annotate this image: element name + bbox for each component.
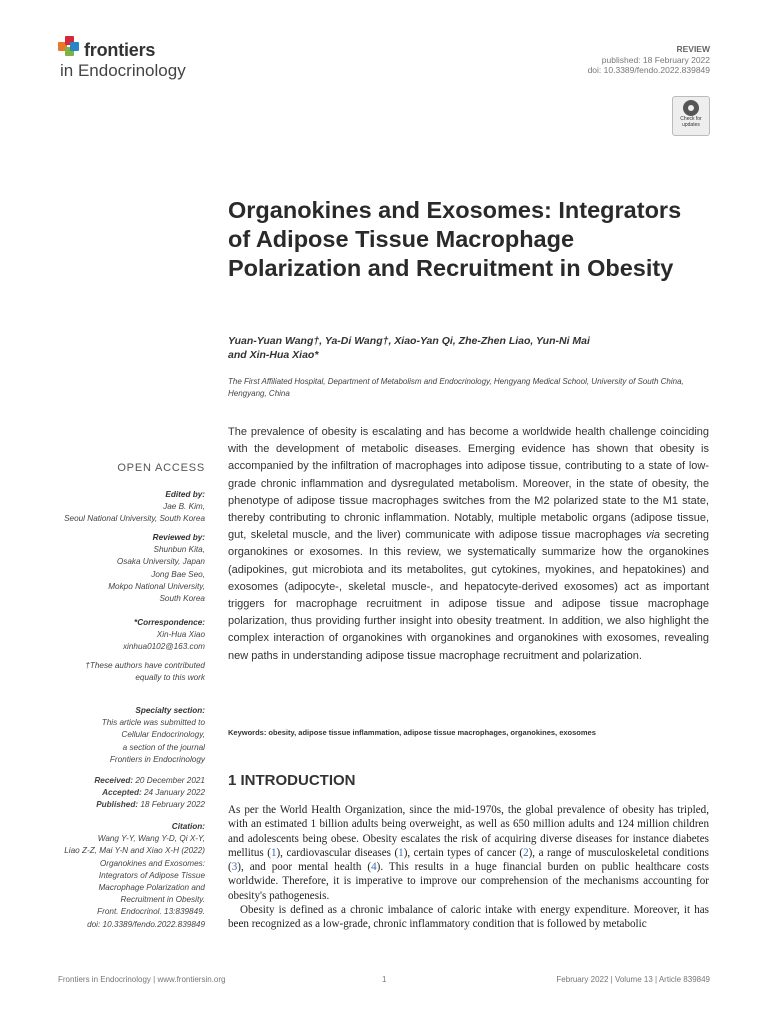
correspondence-email[interactable]: xinhua0102@163.com (122, 642, 205, 652)
article-title: Organokines and Exosomes: Integrators of Adipose Tissue Macrophage Polarization and Recruitment in Obesity (228, 197, 682, 281)
authors-line-2[interactable]: and Xin-Hua Xiao* (228, 349, 319, 361)
authors-line-1[interactable]: Yuan-Yuan Wang†, Ya-Di Wang†, Xiao-Yan Qi, Zhe-Zhen Liao, Yun-Ni Mai (228, 335, 590, 347)
published-date: published: 18 February 2022 (601, 54, 710, 65)
frontiers-logo-icon (58, 36, 80, 58)
introduction-body (228, 803, 709, 932)
journal-name: in Endocrinology (60, 61, 186, 80)
intro-paragraph-2: Obesity is defined as a chronic imbalance of caloric intake with energy expenditure. Moreover, it has been recognized as a low-grade, chronic inflammatory condition that is followed by metabolic (228, 904, 709, 931)
footer-issue-info: February 2022 | Volume 13 | Article 839849 (556, 975, 710, 984)
edited-by-section: Edited by: Jae B. Kim, Seoul National University, South Korea (64, 490, 205, 524)
author-list (228, 334, 698, 362)
open-access-label: OPEN ACCESS (117, 462, 205, 474)
equal-contribution-note: †These authors have contributed equally to this work (85, 661, 205, 683)
citation-section: Citation: Wang Y-Y, Wang Y-D, Qi X-Y, Liao Z-Z, Mai Y-N and Xiao X-H (2022) Organokines and Exosomes: Integrators of Adipose Tissue Macrophage Polarization and Recruitment in Obesity. Front. Endocrinol. 13:839849. doi: 10.3389/fendo.2022.839849 (35, 821, 205, 931)
keywords: Keywords: obesity, adipose tissue inflammation, adipose tissue macrophages, organokines, exosomes (228, 728, 596, 737)
reference-link[interactable]: 2 (523, 846, 529, 859)
article-type: REVIEW (676, 44, 710, 54)
check-updates-label: Check for updates (680, 116, 702, 128)
reviewed-by-section: Reviewed by: Shunbun Kita, Osaka University, Japan Jong Bae Seo, Mokpo National University, South Korea (108, 533, 205, 604)
reference-link[interactable]: 3 (231, 861, 238, 874)
bookmark-icon (683, 100, 699, 116)
article-doi[interactable]: doi: 10.3389/fendo.2022.839849 (587, 65, 710, 75)
journal-logo[interactable] (58, 34, 248, 84)
footer-journal-link[interactable]: Frontiers in Endocrinology | www.frontiersin.org (58, 975, 226, 984)
correspondence-section: *Correspondence: Xin-Hua Xiao xinhua0102@163.com (35, 617, 205, 654)
specialty-section: Specialty section: This article was submitted to Cellular Endocrinology, a section of the journal Frontiers in Endocrinology (101, 706, 205, 764)
reference-link[interactable]: 4 (371, 861, 377, 874)
section-heading: 1 INTRODUCTION (228, 772, 356, 789)
affiliation: The First Affiliated Hospital, Department of Metabolism and Endocrinology, Hengyang Medical School, University of South China, Hengyang, China (228, 377, 684, 398)
citation-doi[interactable]: doi: 10.3389/fendo.2022.839849 (87, 919, 205, 929)
intro-paragraph-1: As per the World Health Organization, since the mid-1970s, the global prevalence of obesity has tripled, with an estimated 1 billion adults being overweight, as well as 650 million adults and 124 million children and adolescents being obese. Obesity escalates the risk of acquiring diverse diseases for instance diabetes mellitus (1), cardiovascular diseases (1), certain types of cancer (2), a range of musculoskeletal conditions (3), and poor mental health (4). This results in a huge financial burden on public healthcare costs worldwide. Therefore, it is imperative to improve our comprehension of the mechanisms accounting for obesity's pathogenesis. (228, 804, 710, 902)
abstract: The prevalence of obesity is escalating and has become a worldwide health challenge coinciding with the development of metabolic diseases. Emerging evidence has shown that obesity is accompanied by the infiltration of macrophages into adipose tissue, contributing to a state of low-grade chronic inflammation and dysregulated metabolism. Moreover, in the state of obesity, the phenotype of adipose tissue macrophages switches from the M2 polarized state to the M1 state, thereby contributing to chronic inflammation. Notably, multiple metabolic organs (adipose tissue, gut, skeletal muscle, and the liver) communicate with adipose tissue macrophages via secreting organokines or exosomes. In this review, we systematically summarize how the organokines (adipokines, gut microbiota and its metabolites, gut cytokines, myokines, and hepatokines) and exosomes (adipocyte-, skeletal muscle-, and hepatocyte-derived exosomes) act as important triggers for macrophage recruitment in adipose tissue and adipose tissue macrophage polarization, thus providing further insight into obesity treatment. In addition, we also highlight the complex interaction of organokines with organokines and organokines with exosomes, revealing new paths in understanding adipose tissue macrophage recruitment and polarization. (228, 426, 709, 662)
reference-link[interactable]: 1 (270, 846, 277, 859)
check-for-updates-badge[interactable] (672, 96, 710, 136)
article-meta (588, 44, 710, 76)
journal-brand: frontiers (84, 40, 156, 60)
page-number: 1 (382, 975, 387, 984)
dates-section: Received: 20 December 2021 Accepted: 24 January 2022 Published: 18 February 2022 (94, 776, 205, 810)
reference-link[interactable]: 1 (398, 846, 404, 859)
